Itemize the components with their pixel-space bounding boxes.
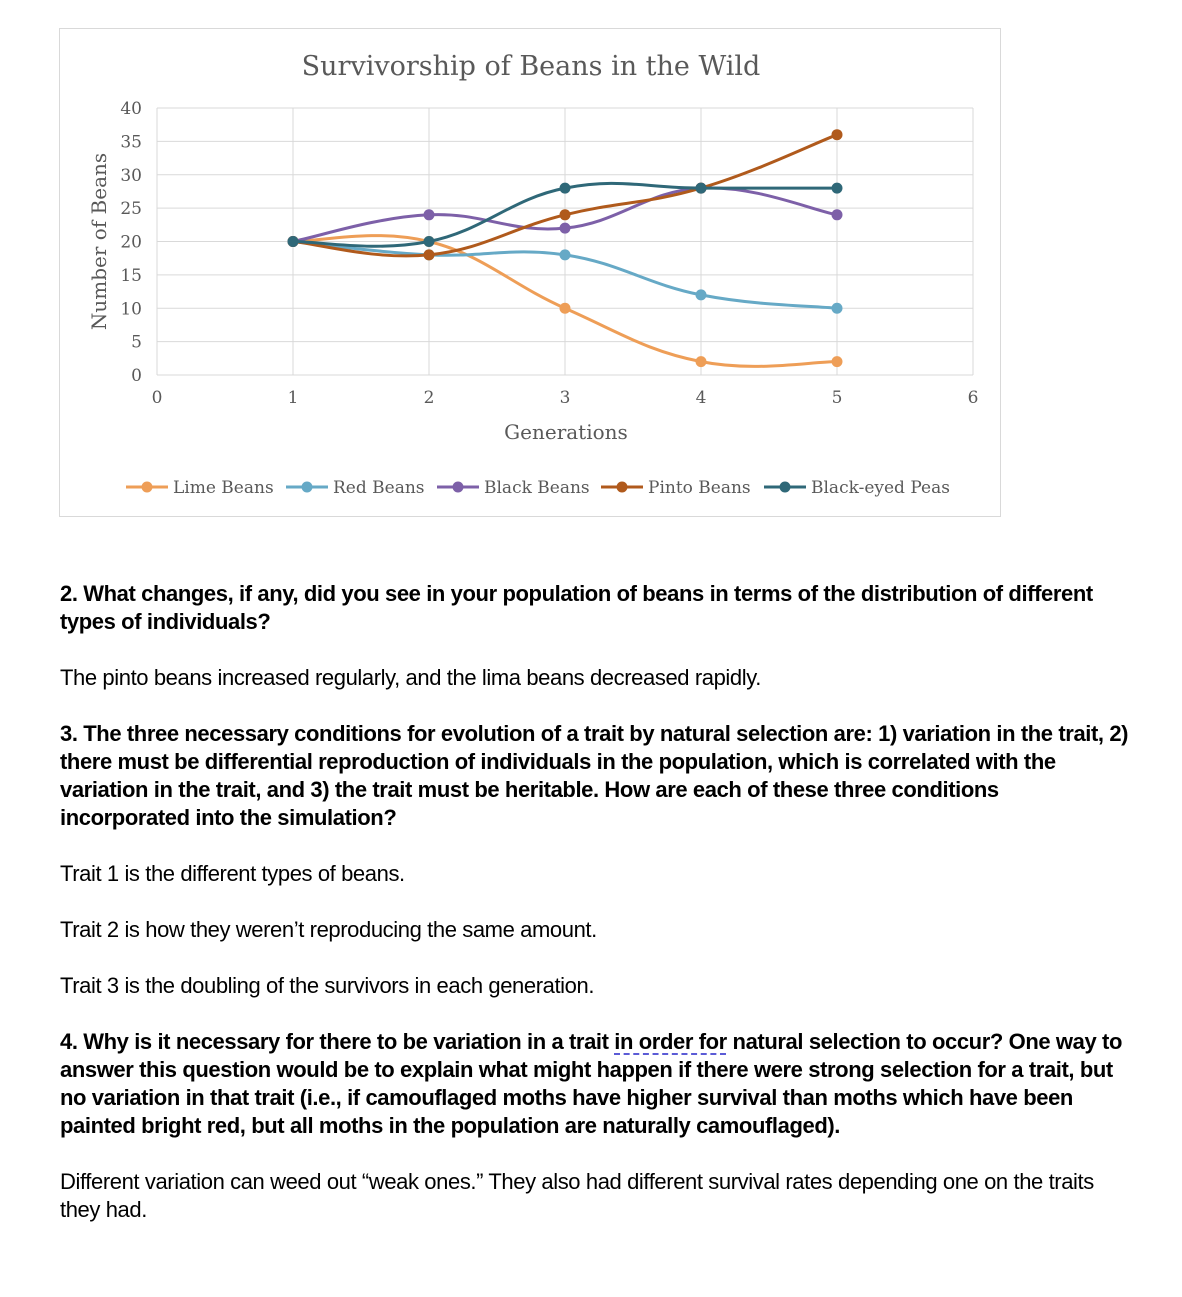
x-tick-label-5: 5	[831, 388, 843, 408]
legend-label-pinto-beans: Pinto Beans	[648, 478, 751, 498]
question-4	[60, 1028, 1130, 1140]
answer-3-trait-1: Trait 1 is the different types of beans.	[60, 861, 405, 886]
data-point-red-beans-x3	[560, 249, 571, 260]
data-point-red-beans-x5	[832, 303, 843, 314]
legend-label-black-beans: Black Beans	[484, 478, 590, 498]
legend-marker-red-beans	[302, 482, 313, 493]
legend-entry-pinto-beans	[601, 478, 751, 498]
x-tick-label-6: 6	[967, 388, 979, 408]
axis-layer	[87, 51, 978, 444]
data-point-red-beans-x4	[696, 289, 707, 300]
data-point-black-eyed-peas-x3	[560, 183, 571, 194]
question-2: 2. What changes, if any, did you see in your population of beans in terms of the distribution of different types of individuals?	[60, 581, 1093, 634]
data-point-pinto-beans-x2	[424, 249, 435, 260]
question-4-part-1: 4. Why is it necessary for there to be variation in a trait	[60, 1029, 615, 1054]
x-axis-title: Generations	[504, 420, 628, 444]
y-tick-label-0: 0	[131, 366, 142, 386]
answer-2: The pinto beans increased regularly, and the lima beans decreased rapidly.	[60, 665, 761, 690]
data-point-black-beans-x5	[832, 209, 843, 220]
x-tick-label-1: 1	[287, 388, 299, 408]
data-point-lime-beans-x4	[696, 356, 707, 367]
y-tick-label-20: 20	[120, 232, 142, 253]
legend-label-red-beans: Red Beans	[333, 478, 425, 498]
y-tick-label-30: 30	[120, 165, 142, 186]
grid-layer	[157, 108, 973, 375]
legend-label-black-eyed-peas: Black-eyed Peas	[811, 478, 950, 498]
data-point-black-beans-x2	[424, 209, 435, 220]
legend-label-lime-beans: Lime Beans	[173, 478, 274, 498]
legend-entry-black-eyed-peas	[764, 478, 950, 498]
y-tick-label-35: 35	[120, 132, 142, 153]
question-3: 3. The three necessary conditions for evolution of a trait by natural selection are: 1) variation in the trait, 2) there must be differential reproduction of individuals in the population, which is correlated with the variation in the trait, and 3) the trait must be heritable. How are each of these three conditions incorporated into the simulation?	[60, 721, 1129, 830]
data-point-lime-beans-x3	[560, 303, 571, 314]
y-tick-label-15: 15	[120, 265, 142, 286]
legend-marker-pinto-beans	[617, 482, 628, 493]
y-tick-label-40: 40	[120, 99, 142, 119]
data-point-black-eyed-peas-x2	[424, 236, 435, 247]
data-point-black-eyed-peas-x4	[696, 183, 707, 194]
legend-entry-black-beans	[437, 478, 590, 498]
answer-3-trait-3: Trait 3 is the doubling of the survivors in each generation.	[60, 973, 595, 998]
question-4-part-2: natural selection to occur? One way to answer this question would be to explain what might happen if there were strong selection for a trait, but no variation in that trait (i.e., if camouflaged moths have higher survival than moths which have been painted bright red, but all moths in the population are naturally camouflaged).	[60, 1029, 1122, 1138]
data-point-black-eyed-peas-x1	[288, 236, 299, 247]
y-tick-label-25: 25	[120, 199, 142, 220]
question-document	[60, 580, 1130, 1224]
chart-title: Survivorship of Beans in the Wild	[301, 51, 761, 82]
x-tick-label-0: 0	[151, 388, 163, 408]
line-chart	[60, 29, 1002, 518]
data-point-black-beans-x3	[560, 223, 571, 234]
y-tick-label-5: 5	[131, 332, 142, 353]
y-tick-label-10: 10	[120, 299, 142, 320]
data-point-pinto-beans-x5	[832, 129, 843, 140]
legend-entry-lime-beans	[126, 478, 274, 498]
legend-marker-black-beans	[453, 482, 464, 493]
x-tick-label-2: 2	[423, 388, 435, 408]
x-tick-label-3: 3	[559, 388, 571, 408]
legend-marker-lime-beans	[142, 482, 153, 493]
answer-4: Different variation can weed out “weak ones.” They also had different survival rates depending one on the traits they had.	[60, 1169, 1094, 1222]
legend-entry-red-beans	[286, 478, 425, 498]
grammar-suggestion-underline[interactable]: in order for	[614, 1029, 727, 1054]
chart-container	[59, 28, 1001, 517]
data-point-lime-beans-x5	[832, 356, 843, 367]
data-point-black-eyed-peas-x5	[832, 183, 843, 194]
legend-marker-black-eyed-peas	[780, 482, 791, 493]
legend-layer	[126, 478, 950, 498]
x-tick-label-4: 4	[695, 388, 707, 408]
y-axis-title: Number of Beans	[87, 152, 111, 331]
answer-3-trait-2: Trait 2 is how they weren’t reproducing the same amount.	[60, 917, 597, 942]
data-point-pinto-beans-x3	[560, 209, 571, 220]
